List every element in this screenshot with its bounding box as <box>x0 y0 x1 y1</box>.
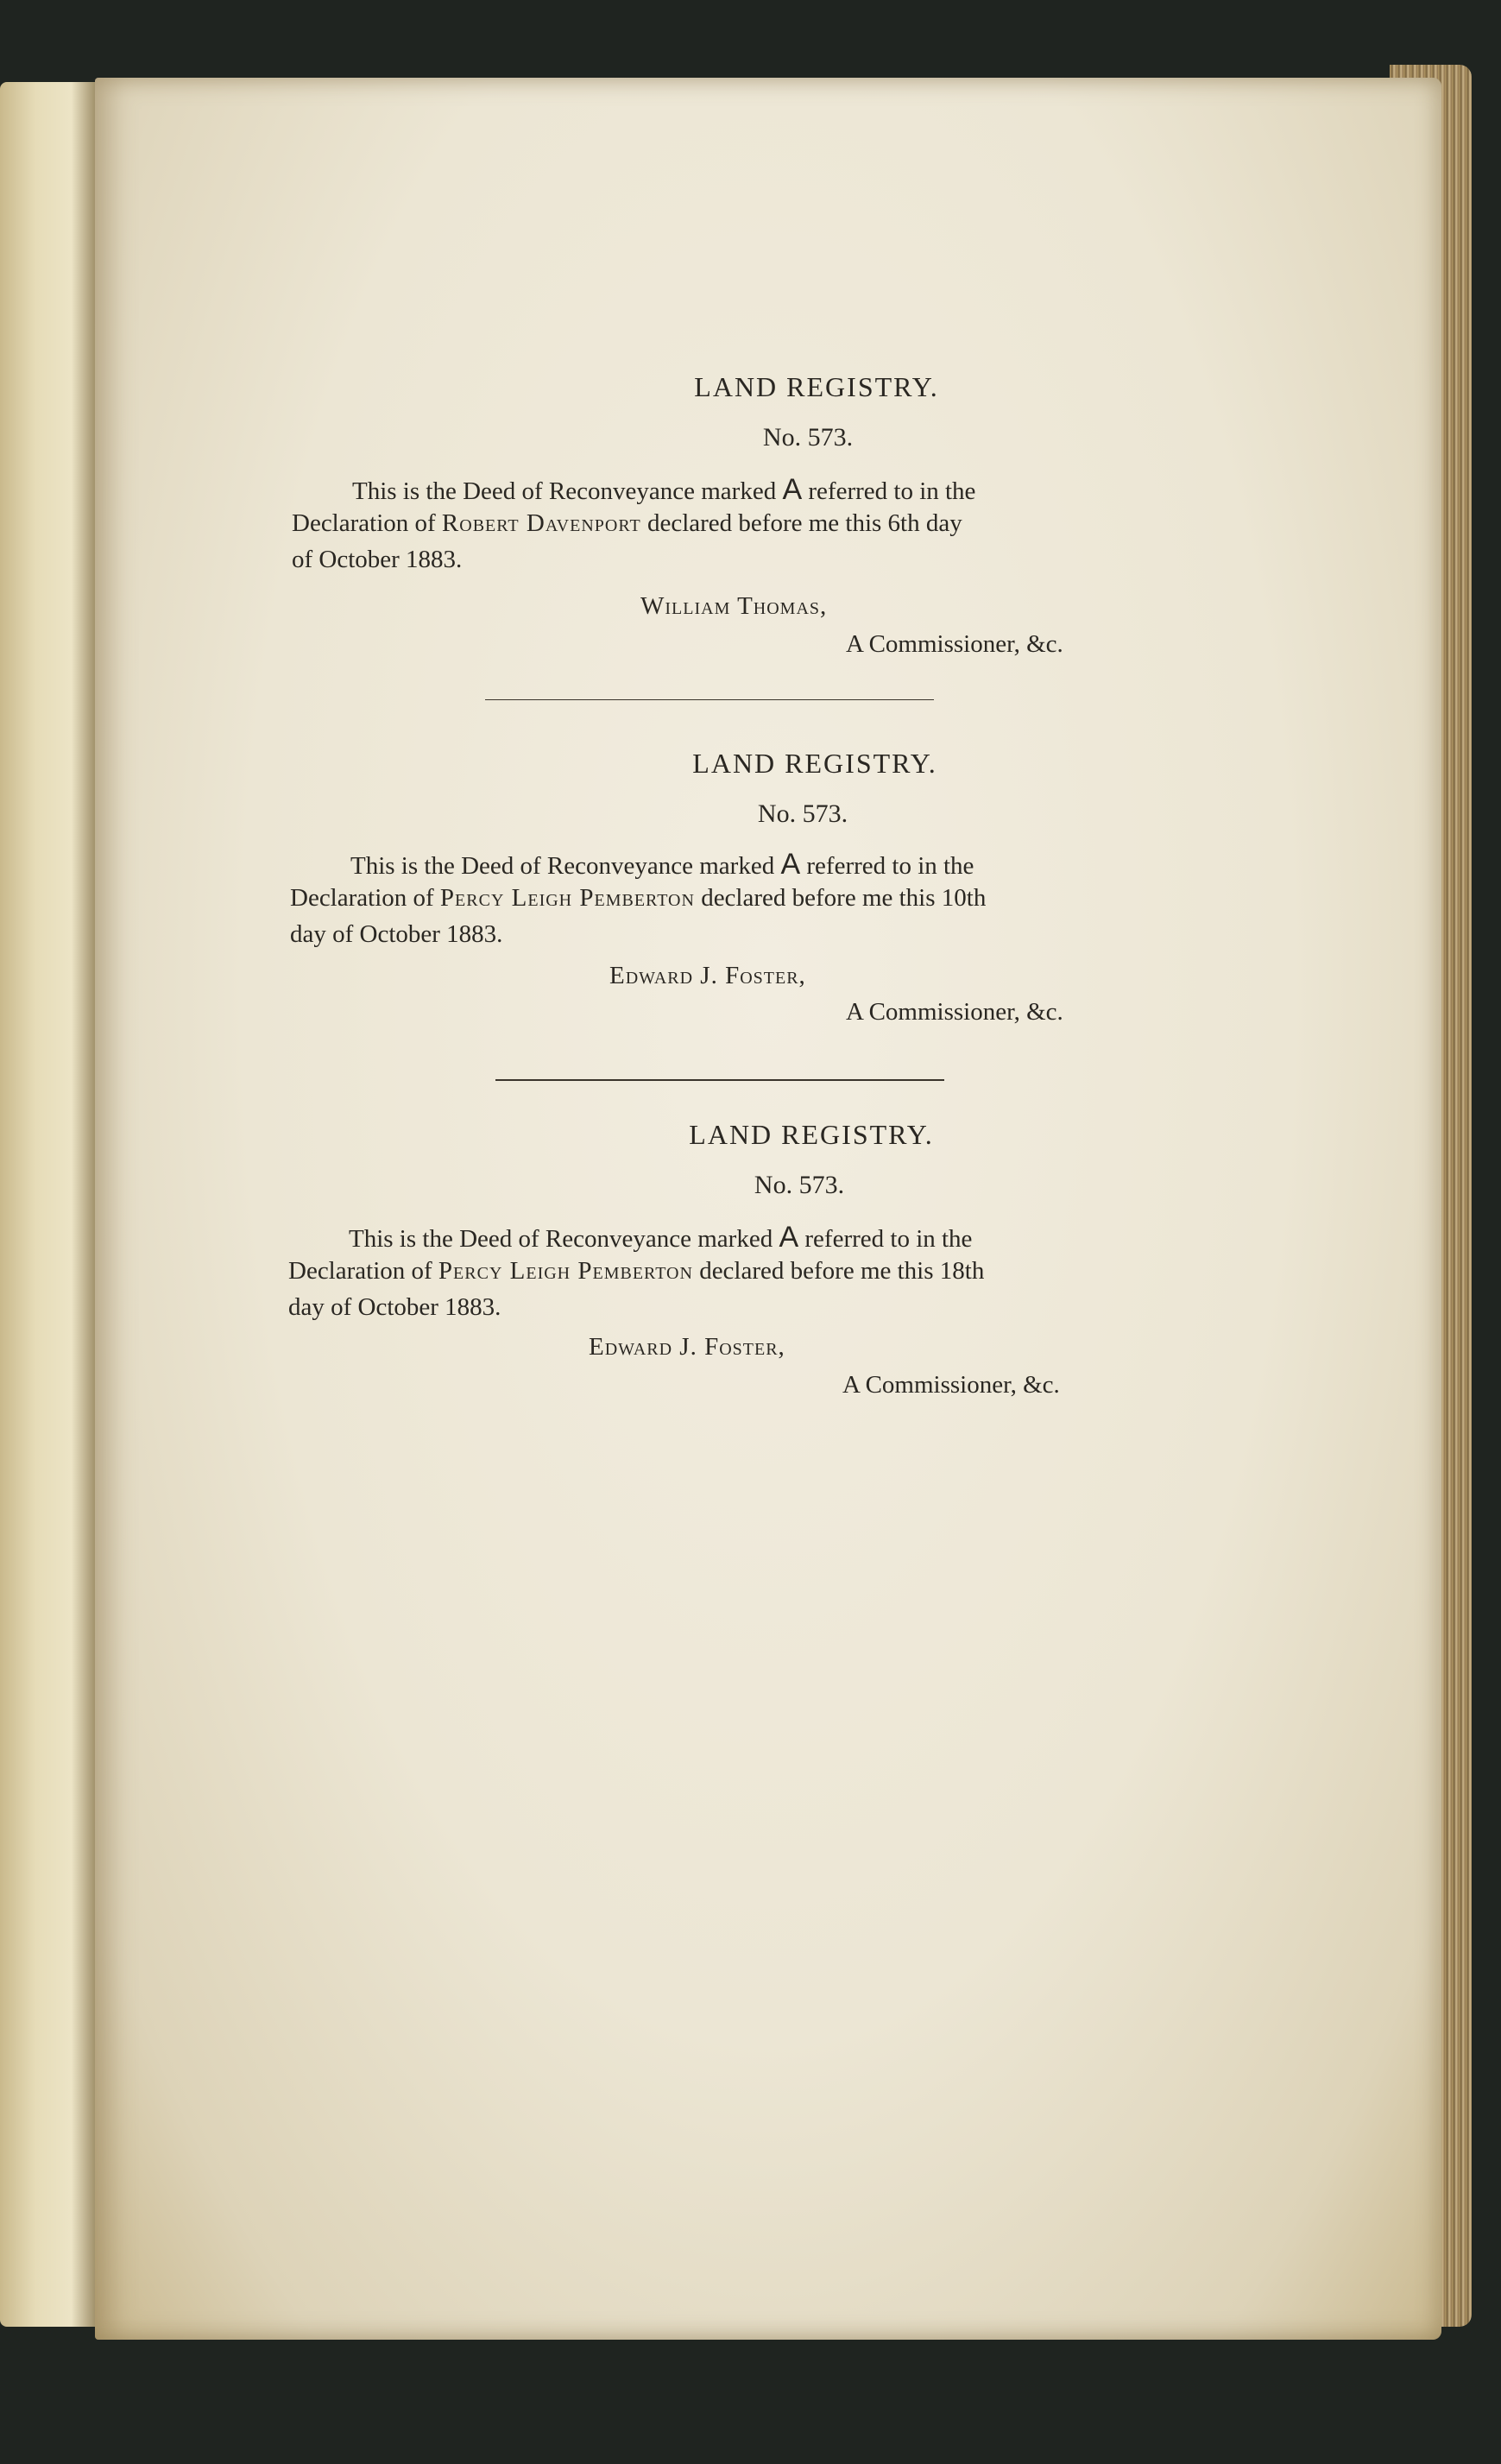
signatory-title: A Commissioner, &c. <box>846 998 1063 1026</box>
line-text: referred to in the <box>804 1225 973 1253</box>
entry-line-2 <box>292 509 962 538</box>
entry-heading: LAND REGISTRY. <box>689 1119 934 1150</box>
left-page-edge <box>0 82 102 2327</box>
entry-divider <box>495 1079 944 1081</box>
line-text: referred to in the <box>806 852 974 880</box>
signatory-title: A Commissioner, &c. <box>842 1371 1060 1399</box>
line-text: Declaration of <box>292 509 436 537</box>
line-text: declared before me this 18th <box>699 1257 985 1285</box>
entry-line-1 <box>352 473 975 507</box>
entry-line-1 <box>349 1221 972 1254</box>
line-text: declared before me this 6th day <box>646 509 962 537</box>
entry-line-3: day of October 1883. <box>288 1293 501 1321</box>
entry-line-3: day of October 1883. <box>290 920 503 948</box>
exhibit-mark: A <box>780 848 801 881</box>
entry-number: No. 573. <box>757 799 848 828</box>
entry-number: No. 573. <box>754 1171 845 1199</box>
declarant-name: Percy Leigh Pemberton <box>438 1257 693 1285</box>
entry-line-2 <box>290 884 986 913</box>
entry-divider <box>485 699 934 700</box>
line-text: Declaration of <box>288 1257 432 1285</box>
signatory-name: Edward J. Foster, <box>609 962 806 989</box>
line-text: This is the Deed of Reconveyance marked <box>352 477 777 505</box>
signatory-title: A Commissioner, &c. <box>846 630 1063 658</box>
document-page <box>95 78 1441 2340</box>
entry-heading: LAND REGISTRY. <box>694 371 939 402</box>
signatory-name: William Thomas, <box>640 592 828 620</box>
entry-heading: LAND REGISTRY. <box>692 748 937 779</box>
declarant-name: Percy Leigh Pemberton <box>439 884 695 912</box>
exhibit-mark: A <box>779 1221 799 1254</box>
line-text: This is the Deed of Reconveyance marked <box>350 852 775 880</box>
entry-line-1 <box>350 848 974 881</box>
entry-line-2 <box>288 1257 984 1286</box>
entry-line-3: of October 1883. <box>292 546 463 573</box>
line-text: referred to in the <box>808 477 976 505</box>
declarant-name: Robert Davenport <box>441 509 641 537</box>
line-text: declared before me this 10th <box>701 884 987 912</box>
line-text: Declaration of <box>290 884 434 912</box>
line-text: This is the Deed of Reconveyance marked <box>349 1225 773 1253</box>
signatory-name: Edward J. Foster, <box>589 1333 785 1361</box>
exhibit-mark: A <box>782 473 803 506</box>
entry-number: No. 573. <box>762 423 854 452</box>
